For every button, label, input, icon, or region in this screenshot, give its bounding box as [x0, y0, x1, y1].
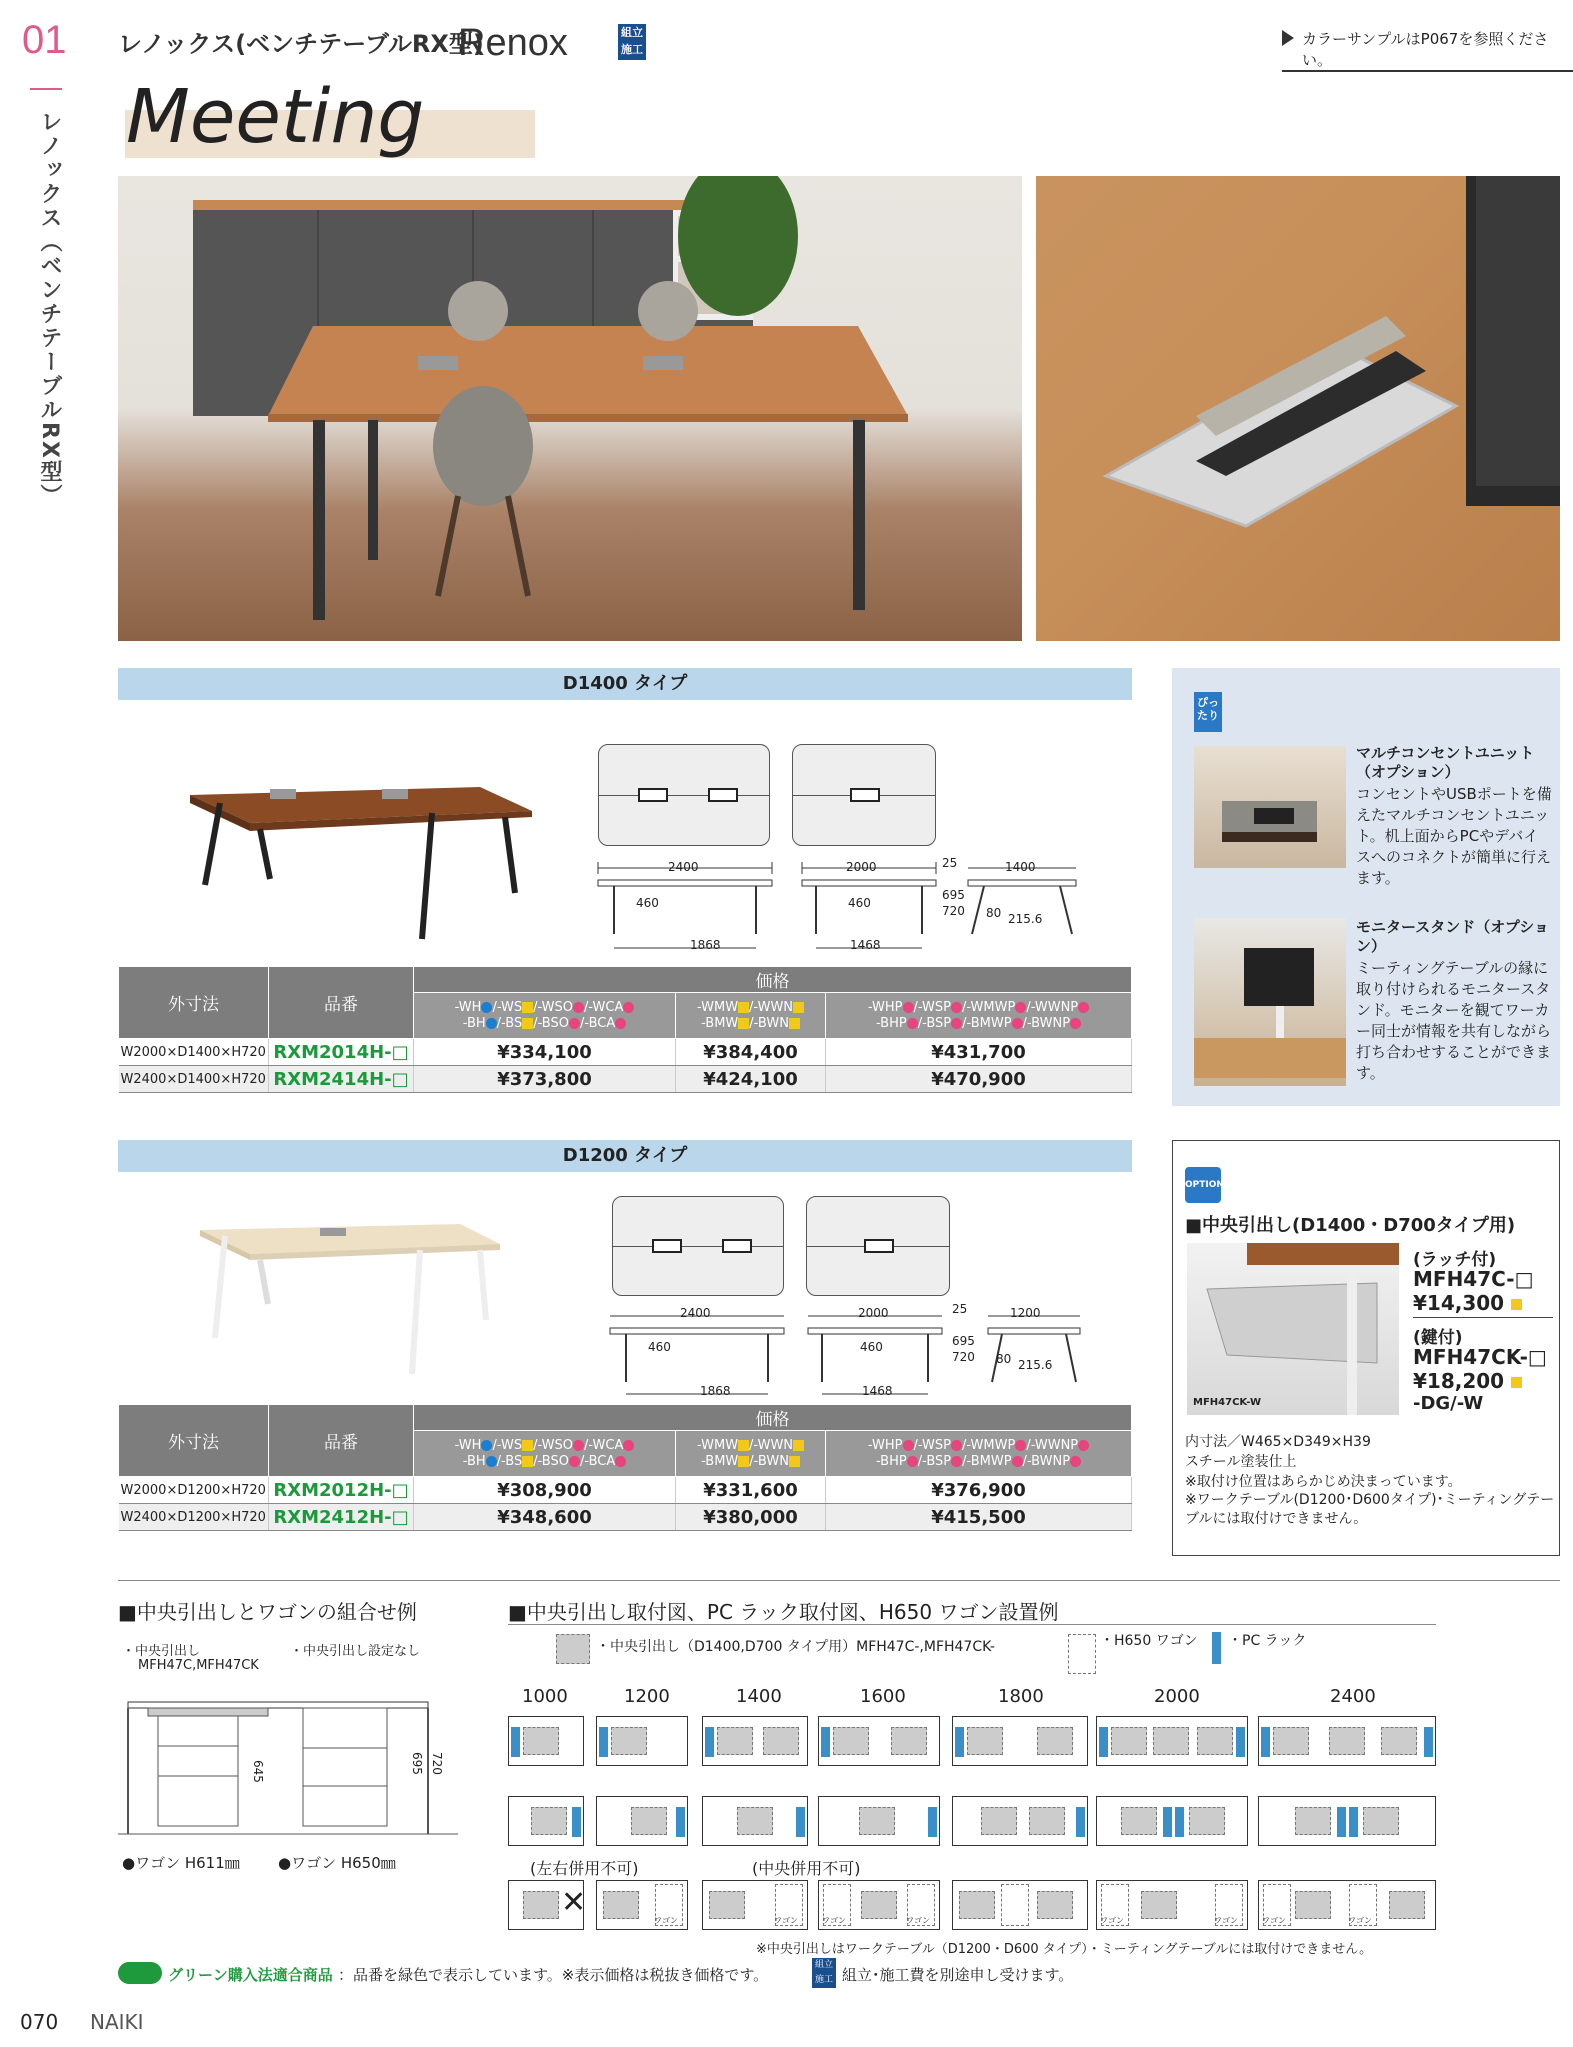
layout-cell	[818, 1796, 940, 1846]
drawer-colors: -DG/-W	[1413, 1393, 1484, 1414]
d1200-dim-w2400: 2400	[680, 1306, 711, 1320]
key-label: (鍵付)	[1413, 1328, 1463, 1348]
drawer-note1: ※取付け位置はあらかじめ決まっています。	[1185, 1474, 1462, 1490]
legend-drawer: ・中央引出し（D1400,D700 タイプ用）MFH47C-,MFH47CK-	[596, 1639, 995, 1655]
option-drawer-panel	[1172, 1140, 1560, 1556]
wagon-tag: ワゴン	[906, 1916, 930, 1925]
opt-ws: /-WS	[492, 999, 523, 1015]
opt-wh: -WH	[454, 1437, 482, 1453]
row-price3: ¥431,700	[826, 1039, 1132, 1066]
row-code: RXM2412H-□	[269, 1504, 414, 1531]
meeting-room-photo	[118, 176, 1022, 641]
combo-label1: ・中央引出し	[122, 1644, 201, 1659]
combo-h645: 645	[251, 1760, 265, 1783]
multi-concent-title: マルチコンセントユニット（オプション）	[1356, 744, 1535, 781]
row-code: RXM2414H-□	[269, 1066, 414, 1093]
layout-cell	[508, 1880, 587, 1930]
d1400-dim-inner2: 460	[848, 896, 871, 910]
th-color-group2	[676, 993, 826, 1039]
d1400-dim-h695: 695	[942, 888, 965, 902]
green-purchase-text: ：品番を緑色で表示しています。※表示価格は税抜き価格です。	[338, 1966, 769, 1984]
layout-cell	[702, 1880, 808, 1930]
layout-cell	[818, 1716, 940, 1766]
green-purchase-label: グリーン購入法適合商品	[168, 1966, 333, 1984]
wagon-tag: ワゴン	[822, 1916, 846, 1925]
opt-bmw: -BMW	[701, 1015, 739, 1031]
legend-drawer-icon	[556, 1634, 590, 1664]
opt-bhp: -BHP	[875, 1015, 907, 1031]
d1200-dim-w2000: 2000	[858, 1306, 889, 1320]
row-price1: ¥308,900	[414, 1477, 676, 1504]
th-price: 価格	[414, 1405, 1132, 1431]
d1200-dim-depth: 1200	[1010, 1306, 1041, 1320]
opt-whp: -WHP	[867, 1437, 903, 1453]
layout-cell	[1258, 1880, 1436, 1930]
assembly-text: 組立･施工費を別途申し受けます。	[842, 1966, 1074, 1984]
d1400-dim-radius: 215.6	[1008, 912, 1043, 926]
note-center-not-combinable: (中央併用不可)	[752, 1859, 861, 1878]
layout-cell	[1096, 1716, 1248, 1766]
width-1600: 1600	[860, 1686, 906, 1707]
layout-cell	[818, 1880, 940, 1930]
combo-label2: ・中央引出し設定なし	[290, 1644, 421, 1659]
opt-bmwp: /-BMWP	[962, 1015, 1012, 1031]
wagon-tag: ワゴン	[654, 1916, 678, 1925]
latch-price-value: ¥14,300	[1413, 1291, 1505, 1315]
drawer-finish: スチール塗装仕上	[1185, 1454, 1297, 1470]
d1200-heading: D1200 タイプ	[118, 1140, 1132, 1172]
key-price-value: ¥18,200	[1413, 1369, 1505, 1393]
width-1400: 1400	[736, 1686, 782, 1707]
assembly-footer-badge: 組立施工	[812, 1958, 836, 1988]
option-feature-panel	[1172, 668, 1560, 1106]
d1200-dim-inner2: 460	[860, 1340, 883, 1354]
wagon-tag: ワゴン	[1262, 1916, 1286, 1925]
d1400-plan-w2000	[792, 744, 936, 846]
option-title: ■中央引出し(D1400・D700タイプ用)	[1185, 1215, 1516, 1236]
opt-wsp: /-WSP	[913, 1437, 951, 1453]
layout-cell	[1096, 1880, 1248, 1930]
fit-badge: ぴったり	[1194, 692, 1222, 732]
d1200-dim-inner1: 460	[648, 1340, 671, 1354]
opt-bhp: -BHP	[875, 1453, 907, 1469]
note-lr-not-combinable: (左右併用不可)	[530, 1859, 639, 1878]
opt-wso: /-WSO	[533, 999, 573, 1015]
latch-label: (ラッチ付)	[1413, 1250, 1497, 1270]
key-code: MFH47CK-□	[1413, 1345, 1547, 1369]
d1400-plan-w2400	[598, 744, 770, 846]
row-price2: ¥384,400	[676, 1039, 826, 1066]
layout-cell	[508, 1796, 584, 1846]
d1200-plan-w2400	[612, 1196, 784, 1296]
d1400-dim-h720: 720	[942, 904, 965, 918]
latch-code: MFH47C-□	[1413, 1267, 1534, 1291]
opt-wwnp: /-WWNP	[1026, 999, 1079, 1015]
d1200-dim-top: 25	[952, 1302, 968, 1316]
layout-cell	[702, 1796, 808, 1846]
width-2400: 2400	[1330, 1686, 1376, 1707]
row-price3: ¥415,500	[826, 1504, 1132, 1531]
row-price2: ¥424,100	[676, 1066, 826, 1093]
d1400-dim-leg1: 1868	[690, 938, 721, 952]
d1200-dim-h720: 720	[952, 1350, 975, 1364]
latch-price	[1413, 1291, 1522, 1315]
d1400-dim-inner1: 460	[636, 896, 659, 910]
th-price: 価格	[414, 967, 1132, 993]
page-title: レノックス(ベンチテーブルRX型)	[118, 30, 484, 58]
key-price	[1413, 1369, 1522, 1393]
th-color-group1	[414, 1431, 676, 1477]
width-1800: 1800	[998, 1686, 1044, 1707]
th-dim: 外寸法	[119, 967, 269, 1039]
d1400-heading: D1400 タイプ	[118, 668, 1132, 700]
opt-wmwp: /-WMWP	[962, 1437, 1016, 1453]
d1200-table-image	[180, 1200, 520, 1384]
th-color-group3	[826, 1431, 1132, 1477]
brand-logo: Renox	[458, 22, 568, 64]
d1200-dim-angle: 80	[996, 1352, 1012, 1366]
opt-bso: /-BSO	[533, 1453, 569, 1469]
th-code: 品番	[269, 1405, 414, 1477]
width-1200: 1200	[624, 1686, 670, 1707]
green-purchase-icon	[118, 1962, 162, 1984]
row-price3: ¥376,900	[826, 1477, 1132, 1504]
layout-cell	[596, 1880, 688, 1930]
opt-wmwp: /-WMWP	[962, 999, 1016, 1015]
wagon-tag: ワゴン	[1100, 1916, 1124, 1925]
legend-pc-rack: ・PC ラック	[1228, 1633, 1307, 1649]
opt-bca: /-BCA	[580, 1453, 616, 1469]
opt-bsp: /-BSP	[917, 1453, 952, 1469]
row-price1: ¥373,800	[414, 1066, 676, 1093]
section-divider	[30, 88, 62, 90]
d1400-price-table	[118, 966, 1132, 1093]
opt-wwn: /-WWN	[749, 1437, 794, 1453]
d1200-dim-leg1: 1868	[700, 1384, 731, 1398]
combo-wagon1: ●ワゴン H611㎜	[122, 1854, 240, 1872]
table-row	[119, 1066, 1132, 1093]
opt-wso: /-WSO	[533, 1437, 573, 1453]
th-color-group2	[676, 1431, 826, 1477]
wagon-tag: ワゴン	[1214, 1916, 1238, 1925]
d1200-price-table	[118, 1404, 1132, 1531]
layout-cell	[1096, 1796, 1248, 1846]
table-row	[119, 1039, 1132, 1066]
th-color-group1	[414, 993, 676, 1039]
row-code: RXM2012H-□	[269, 1477, 414, 1504]
layout-cell	[702, 1716, 808, 1766]
d1400-dim-top: 25	[942, 856, 958, 870]
layout-cell	[1258, 1796, 1436, 1846]
d1400-dim-w2000: 2000	[846, 860, 877, 874]
monitor-stand-title: モニタースタンド（オプション）	[1356, 918, 1549, 955]
section-divider-line	[118, 1580, 1560, 1581]
drawer-photo	[1187, 1243, 1399, 1415]
layout-cell	[596, 1716, 688, 1766]
opt-bwnp: /-BWNP	[1022, 1015, 1071, 1031]
table-row	[119, 1477, 1132, 1504]
opt-ws: /-WS	[492, 1437, 523, 1453]
row-price2: ¥331,600	[676, 1477, 826, 1504]
d1400-dim-w2400: 2400	[668, 860, 699, 874]
d1400-dim-angle: 80	[986, 906, 1002, 920]
opt-wwn: /-WWN	[749, 999, 794, 1015]
row-dim: W2400×D1400×H720	[119, 1066, 269, 1093]
opt-bs: /-BS	[496, 1015, 523, 1031]
opt-bwnp: /-BWNP	[1022, 1453, 1071, 1469]
side-title: レノックス（ベンチテーブルRX型）	[37, 110, 62, 508]
monitor-stand-photo	[1194, 918, 1346, 1086]
d1200-dim-h695: 695	[952, 1334, 975, 1348]
opt-bmwp: /-BMWP	[962, 1453, 1012, 1469]
opt-bwn: /-BWN	[749, 1015, 789, 1031]
row-price1: ¥348,600	[414, 1504, 676, 1531]
d1400-table-image	[160, 745, 540, 949]
opt-bs: /-BS	[496, 1453, 523, 1469]
d1200-plan-w2000	[806, 1196, 950, 1296]
opt-wmw: -WMW	[696, 1437, 739, 1453]
opt-wca: /-WCA	[583, 1437, 624, 1453]
concent-closeup-photo	[1036, 176, 1560, 641]
combo-label1b: MFH47C,MFH47CK	[138, 1658, 259, 1673]
assembly-badge: 組立施工	[618, 24, 646, 60]
combo-title: ■中央引出しとワゴンの組合せ例	[118, 1600, 417, 1624]
page-section-number: 01	[22, 18, 67, 62]
legend-wagon-icon	[1068, 1634, 1096, 1674]
opt-whp: -WHP	[867, 999, 903, 1015]
wagon-tag: ワゴン	[1348, 1916, 1372, 1925]
layout-cell	[508, 1716, 584, 1766]
opt-bca: /-BCA	[580, 1015, 616, 1031]
width-1000: 1000	[522, 1686, 568, 1707]
row-code: RXM2014H-□	[269, 1039, 414, 1066]
opt-wmw: -WMW	[696, 999, 739, 1015]
opt-wwnp: /-WWNP	[1026, 1437, 1079, 1453]
footer-brand: NAIKI	[90, 2010, 144, 2034]
drawer-inner-dim: 内寸法／W465×D349×H39	[1185, 1434, 1371, 1450]
drawer-photo-label: MFH47CK-W	[1193, 1397, 1262, 1408]
opt-wsp: /-WSP	[913, 999, 951, 1015]
d1400-dim-leg2: 1468	[850, 938, 881, 952]
monitor-stand-text: ミーティングテーブルの縁に取り付けられるモニタースタンド。モニターを観てワーカー同士が情報を共有しながら打ち合わせすることができます。	[1356, 959, 1552, 1082]
layout-cell	[952, 1880, 1088, 1930]
row-dim: W2000×D1400×H720	[119, 1039, 269, 1066]
divider	[1413, 1317, 1553, 1318]
opt-bso: /-BSO	[533, 1015, 569, 1031]
option-badge: OPTION	[1185, 1167, 1221, 1203]
opt-bwn: /-BWN	[749, 1453, 789, 1469]
row-price2: ¥380,000	[676, 1504, 826, 1531]
layout-cell	[952, 1716, 1088, 1766]
row-price3: ¥470,900	[826, 1066, 1132, 1093]
opt-wca: /-WCA	[583, 999, 624, 1015]
combo-h720: 720	[430, 1752, 444, 1775]
opt-wh: -WH	[454, 999, 482, 1015]
combo-wagon2: ●ワゴン H650㎜	[278, 1854, 396, 1872]
x-mark-icon: ✕	[561, 1885, 587, 1920]
layout-title: ■中央引出し取付図、PC ラック取付図、H650 ワゴン設置例	[508, 1600, 1059, 1624]
combo-h695: 695	[410, 1752, 424, 1775]
combo-drawing	[118, 1694, 458, 1848]
drawer-note2: ※ワークテーブル(D1200･D600タイプ)･ミーティングテーブルには取付けできません。	[1185, 1492, 1555, 1527]
row-dim: W2400×D1200×H720	[119, 1504, 269, 1531]
layout-cell	[952, 1796, 1088, 1846]
table-row	[119, 1504, 1132, 1531]
d1200-dim-leg2: 1468	[862, 1384, 893, 1398]
legend-wagon: ・H650 ワゴン	[1100, 1633, 1198, 1649]
d1200-dim-radius: 215.6	[1018, 1358, 1053, 1372]
th-color-group3	[826, 993, 1132, 1039]
layout-cell	[596, 1796, 688, 1846]
row-dim: W2000×D1200×H720	[119, 1477, 269, 1504]
opt-bmw: -BMW	[701, 1453, 739, 1469]
multi-concent-photo	[1194, 746, 1346, 868]
color-sample-note: カラーサンプルはP067を参照ください。	[1282, 28, 1573, 72]
layout-cell	[1258, 1716, 1436, 1766]
layout-footnote: ※中央引出しはワークテーブル（D1200・D600 タイプ）・ミーティングテーブルには取付けできません。	[756, 1942, 1373, 1957]
multi-concent-text: コンセントやUSBポートを備えたマルチコンセントユニット。机上面からPCやデバイスへのコネクトが簡単に行えます。	[1356, 785, 1552, 887]
wagon-tag: ワゴン	[774, 1916, 798, 1925]
opt-bh: -BH	[462, 1015, 486, 1031]
th-dim: 外寸法	[119, 1405, 269, 1477]
legend-pc-rack-icon	[1212, 1632, 1221, 1664]
opt-bh: -BH	[462, 1453, 486, 1469]
d1400-dim-depth: 1400	[1005, 860, 1036, 874]
th-code: 品番	[269, 967, 414, 1039]
width-2000: 2000	[1154, 1686, 1200, 1707]
category-heading: Meeting	[126, 74, 425, 160]
page-number: 070	[20, 2010, 59, 2034]
row-price1: ¥334,100	[414, 1039, 676, 1066]
divider	[508, 1624, 1436, 1625]
opt-bsp: /-BSP	[917, 1015, 952, 1031]
